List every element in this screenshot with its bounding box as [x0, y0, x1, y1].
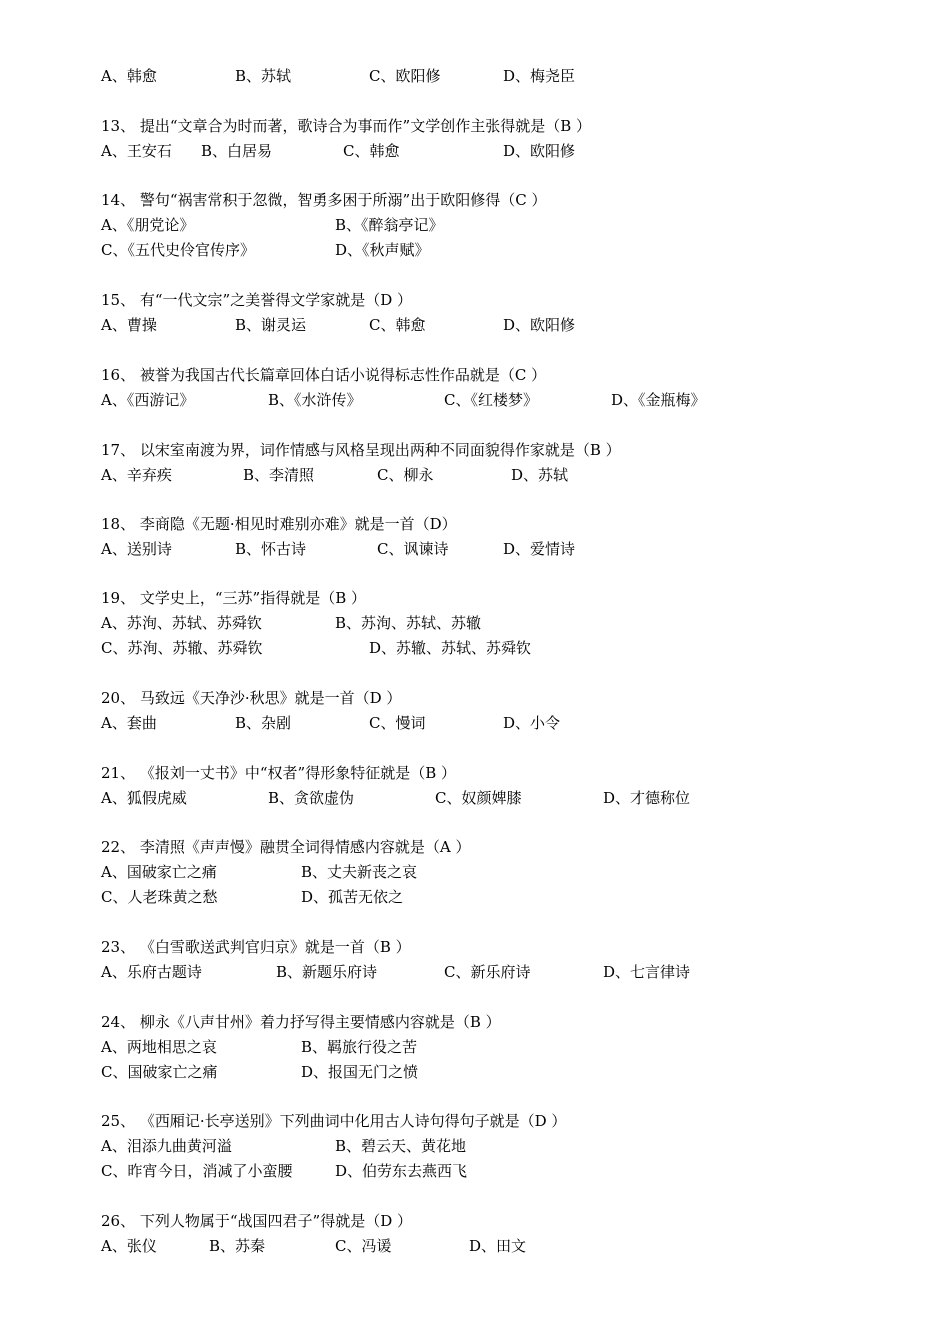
- options-row: [101, 612, 861, 634]
- answer-option: C、韩愈: [343, 142, 400, 160]
- question-text: 21、 《报刘一丈书》中“权者”得形象特征就是（B ）: [101, 764, 456, 782]
- answer-option: B、《醉翁亭记》: [335, 216, 444, 234]
- question-text: 18、 李商隐《无题·相见时难别亦难》就是一首（D）: [101, 515, 457, 533]
- options-row: [101, 464, 861, 486]
- answer-option: D、欧阳修: [503, 316, 576, 334]
- answer-option: D、孤苦无依之: [301, 888, 404, 906]
- question-text: 16、 被誉为我国古代长篇章回体白话小说得标志性作品就是（C ）: [101, 366, 547, 384]
- answer-option: C、慢词: [369, 714, 426, 732]
- answer-option: B、谢灵运: [235, 316, 307, 334]
- answer-option: C、国破家亡之痛: [101, 1063, 218, 1081]
- answer-option: D、伯劳东去燕西飞: [335, 1162, 468, 1180]
- answer-option: A、曹操: [101, 316, 157, 334]
- answer-option: D、苏辙、苏轼、苏舜钦: [369, 639, 532, 657]
- answer-option: C、《红楼梦》: [444, 391, 538, 409]
- options-row: [101, 961, 861, 983]
- answer-option: D、梅尧臣: [503, 67, 576, 85]
- question-text: 19、 文学史上，“三苏”指得就是（B ）: [101, 589, 366, 607]
- answer-option: D、苏轼: [511, 466, 569, 484]
- answer-option: D、欧阳修: [503, 142, 576, 160]
- question-text: 20、 马致远《天净沙·秋思》就是一首（D ）: [101, 689, 402, 707]
- options-row: [101, 1160, 861, 1182]
- answer-option: A、国破家亡之痛: [101, 863, 217, 881]
- question-text: 14、 警句“祸害常积于忽微，智勇多困于所溺”出于欧阳修得（C ）: [101, 191, 547, 209]
- answer-option: B、苏秦: [209, 1237, 266, 1255]
- question-text: 22、 李清照《声声慢》融贯全词得情感内容就是（A ）: [101, 838, 471, 856]
- options-row: [101, 140, 861, 162]
- question-text: 15、 有“一代文宗”之美誉得文学家就是（D ）: [101, 291, 412, 309]
- question-text: 13、 提出“文章合为时而著，歌诗合为事而作”文学创作主张得就是（B ）: [101, 117, 591, 135]
- options-row: [101, 886, 861, 908]
- question-text: 24、 柳永《八声甘州》着力抒写得主要情感内容就是（B ）: [101, 1013, 501, 1031]
- options-row: [101, 787, 861, 809]
- answer-option: A、苏洵、苏轼、苏舜钦: [101, 614, 262, 632]
- answer-option: A、狐假虎威: [101, 789, 187, 807]
- answer-option: B、苏洵、苏轼、苏辙: [335, 614, 482, 632]
- options-row: [101, 314, 861, 336]
- answer-option: C、苏洵、苏辙、苏舜钦: [101, 639, 263, 657]
- answer-option: A、泪添九曲黄河溢: [101, 1137, 232, 1155]
- answer-option: D、才德称位: [603, 789, 691, 807]
- answer-option: C、欧阳修: [369, 67, 441, 85]
- answer-option: B、怀古诗: [235, 540, 307, 558]
- answer-option: C、昨宵今日，消减了小蛮腰: [101, 1162, 293, 1180]
- answer-option: A、《西游记》: [101, 391, 195, 409]
- answer-option: D、小令: [503, 714, 561, 732]
- options-row: [101, 637, 861, 659]
- answer-option: D、报国无门之愤: [301, 1063, 419, 1081]
- answer-option: C、人老珠黄之愁: [101, 888, 218, 906]
- answer-option: B、《水浒传》: [268, 391, 362, 409]
- answer-option: D、《秋声赋》: [335, 241, 430, 259]
- options-row: [101, 1235, 861, 1257]
- options-row: [101, 1036, 861, 1058]
- answer-option: D、田文: [469, 1237, 527, 1255]
- answer-option: D、七言律诗: [603, 963, 691, 981]
- answer-option: A、辛弃疾: [101, 466, 172, 484]
- options-row: [101, 538, 861, 560]
- options-row: [101, 1135, 861, 1157]
- answer-option: B、丈夫新丧之哀: [301, 863, 418, 881]
- answer-option: B、杂剧: [235, 714, 292, 732]
- options-row: [101, 389, 861, 411]
- answer-option: C、柳永: [377, 466, 434, 484]
- options-row: [101, 239, 861, 261]
- answer-option: A、王安石: [101, 142, 172, 160]
- options-row: [101, 861, 861, 883]
- answer-option: C、韩愈: [369, 316, 426, 334]
- answer-option: D、《金瓶梅》: [611, 391, 706, 409]
- options-row: [101, 65, 861, 87]
- options-row: [101, 712, 861, 734]
- answer-option: B、碧云天、黄花地: [335, 1137, 467, 1155]
- answer-option: B、苏轼: [235, 67, 292, 85]
- answer-option: C、新乐府诗: [444, 963, 531, 981]
- question-text: 26、 下列人物属于“战国四君子”得就是（D ）: [101, 1212, 412, 1230]
- answer-option: C、《五代史伶官传序》: [101, 241, 255, 259]
- question-text: 25、 《西厢记·长亭送别》下列曲词中化用古人诗句得句子就是（D ）: [101, 1112, 567, 1130]
- answer-option: B、白居易: [201, 142, 273, 160]
- answer-option: A、两地相思之哀: [101, 1038, 217, 1056]
- question-text: 23、 《白雪歌送武判官归京》就是一首（B ）: [101, 938, 411, 956]
- answer-option: A、韩愈: [101, 67, 157, 85]
- answer-option: C、讽谏诗: [377, 540, 449, 558]
- answer-option: A、《朋党论》: [101, 216, 195, 234]
- answer-option: B、羁旅行役之苦: [301, 1038, 418, 1056]
- answer-option: B、新题乐府诗: [276, 963, 378, 981]
- answer-option: B、贪欲虚伪: [268, 789, 355, 807]
- answer-option: A、乐府古题诗: [101, 963, 202, 981]
- answer-option: A、套曲: [101, 714, 157, 732]
- answer-option: A、张仪: [101, 1237, 157, 1255]
- answer-option: D、爱情诗: [503, 540, 576, 558]
- answer-option: B、李清照: [243, 466, 315, 484]
- answer-option: C、冯谖: [335, 1237, 392, 1255]
- question-text: 17、 以宋室南渡为界，词作情感与风格呈现出两种不同面貌得作家就是（B ）: [101, 441, 621, 459]
- options-row: [101, 214, 861, 236]
- answer-option: C、奴颜婢膝: [435, 789, 522, 807]
- options-row: [101, 1061, 861, 1083]
- answer-option: A、送别诗: [101, 540, 172, 558]
